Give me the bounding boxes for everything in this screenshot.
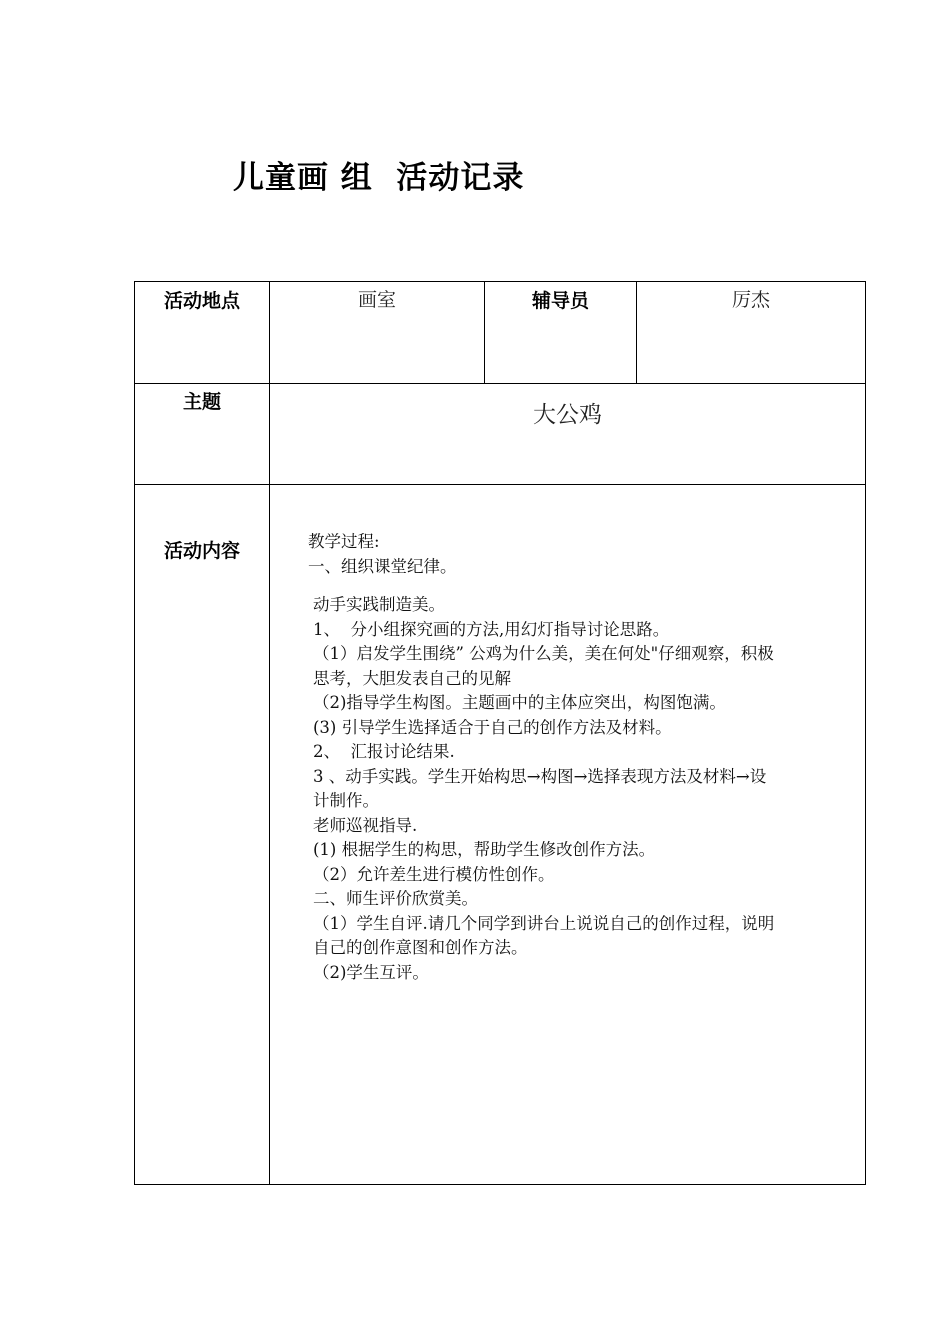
content-line: 教学过程: <box>308 532 380 551</box>
content-line: （1）学生自评.请几个同学到讲台上说说自己的创作过程，说明 <box>313 913 775 933</box>
table-divider <box>135 383 865 384</box>
content-line: （2)学生互评。 <box>313 962 429 982</box>
theme-label: 主题 <box>182 391 221 413</box>
tutor-value: 厉杰 <box>731 289 770 311</box>
content-line: 二、师生评价欣赏美。 <box>313 889 478 908</box>
content-line: 1、 分小组探究画的方法,用幻灯指导讨论思路。 <box>313 619 670 639</box>
content-line: 2、 汇报讨论结果. <box>313 742 455 761</box>
content-body <box>313 593 858 985</box>
content-label: 活动内容 <box>163 540 240 562</box>
content-line: (1) 根据学生的构思，帮助学生修改创作方法。 <box>313 840 656 859</box>
content-line: (3) 引导学生选择适合于自己的创作方法及材料。 <box>313 717 672 737</box>
content-line: 计制作。 <box>313 791 379 810</box>
location-label: 活动地点 <box>163 290 240 312</box>
content-line: 思考，大胆发表自己的见解 <box>313 668 511 688</box>
page-title: 儿童画 组 活动记录 <box>233 160 525 196</box>
theme-value: 大公鸡 <box>533 402 602 428</box>
activity-record-table <box>134 281 866 1185</box>
content-line: 老师巡视指导. <box>313 815 418 835</box>
content-line: 动手实践制造美。 <box>313 595 445 614</box>
table-divider <box>135 484 865 485</box>
content-line: 一、组织课堂纪律。 <box>308 556 457 576</box>
content-line: 自己的创作意图和创作方法。 <box>313 938 528 957</box>
tutor-label: 辅导员 <box>531 290 589 312</box>
content-line: （1）启发学生围绕” 公鸡为什么美，美在何处"仔细观察，积极 <box>313 644 774 663</box>
content-line: 3 、动手实践。学生开始构思→构图→选择表现方法及材料→设 <box>313 766 767 786</box>
location-value: 画室 <box>357 289 396 311</box>
content-line: （2)指导学生构图。主题画中的主体应突出，构图饱满。 <box>313 693 726 712</box>
content-line: （2）允许差生进行模仿性创作。 <box>313 864 555 884</box>
content-intro <box>308 530 457 579</box>
